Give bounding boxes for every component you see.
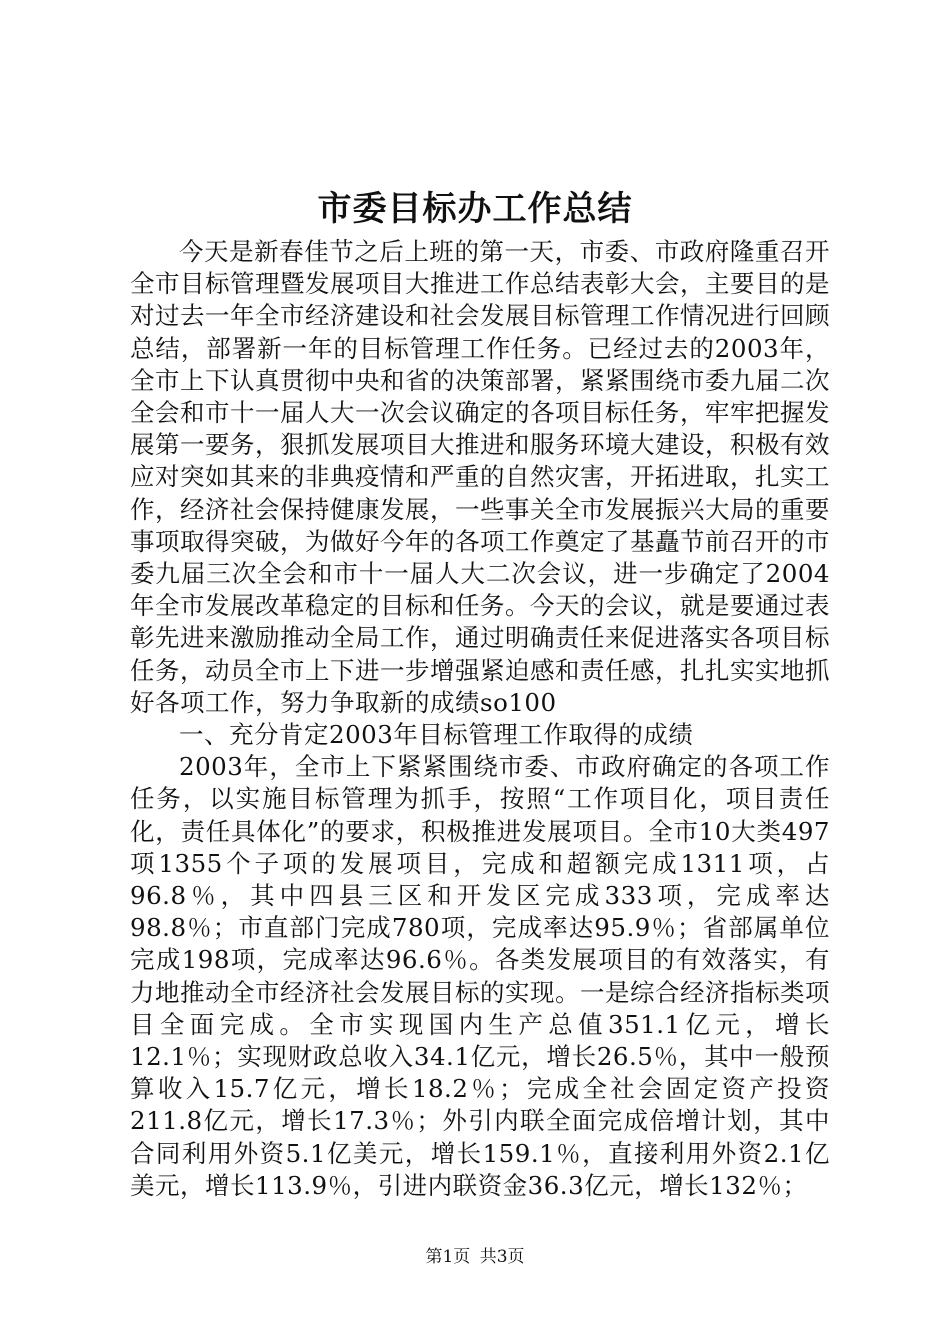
document-body (130, 236, 830, 1202)
page-number: 第1页 共3页 (425, 1247, 525, 1267)
paragraph-intro: 今天是新春佳节之后上班的第一天，市委、市政府隆重召开全市目标管理暨发展项目大推进工作总结表彰大会，主要目的是对过去一年全市经济建设和社会发展目标管理工作情况进行回顾总结，部署新一年的目标管理工作任务。已经过去的2003年，全市上下认真贯彻中央和省的决策部署，紧紧围绕市委九届二次全会和市十一届人大一次会议确定的各项目标任务，牢牢把握发展第一要务，狠抓发展项目大推进和服务环境大建设，积极有效应对突如其来的非典疫情和严重的自然灾害，开拓进取，扎实工作，经济社会保持健康发展，一些事关全市发展振兴大局的重要事项取得突破，为做好今年的各项工作奠定了基矗节前召开的市委九届三次全会和市十一届人大二次会议，进一步确定了2004年全市发展改革稳定的目标和任务。今天的会议，就是要通过表彰先进来激励推动全局工作，通过明确责任来促进落实各项目标任务，动员全市上下进一步增强紧迫感和责任感，扎扎实实地抓好各项工作，努力争取新的成绩so100 (130, 237, 830, 717)
section-heading: 一、充分肯定2003年目标管理工作取得的成绩 (179, 720, 694, 750)
paragraph-achievements: 2003年，全市上下紧紧围绕市委、市政府确定的各项工作任务，以实施目标管理为抓手，按照“工作项目化，项目责任化，责任具体化”的要求，积极推进发展项目。全市10大类497项1355个子项的发展项目，完成和超额完成1311项，占96.8％，其中四县三区和开发区完成333项，完成率达98.8％；市直部门完成780项，完成率达95.9％；省部属单位完成198项，完成率达96.6％。各类发展项目的有效落实，有力地推动全市经济社会发展目标的实现。一是综合经济指标类项目全面完成。全市实现国内生产总值351.1亿元，增长12.1％；实现财政总收入34.1亿元，增长26.5％，其中一般预算收入15.7亿元，增长18.2％；完成全社会固定资产投资211.8亿元，增长17.3％；外引内联全面完成倍增计划，其中合同利用外资5.1亿美元，增长159.1％，直接利用外资2.1亿美元，增长113.9％，引进内联资金36.3亿元，增长132％； (130, 752, 830, 1200)
document-title: 市委目标办工作总结 (317, 189, 633, 229)
